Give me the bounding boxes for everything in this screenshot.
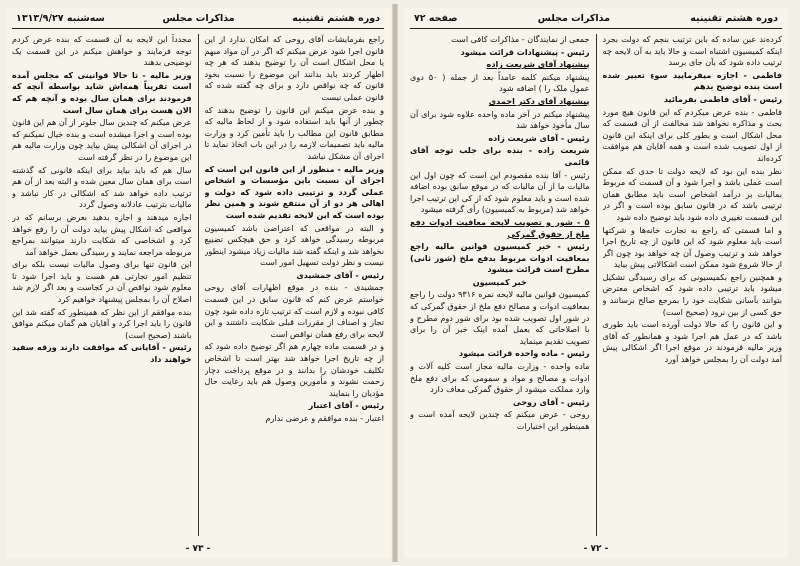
book-gutter bbox=[392, 4, 398, 562]
speaker-paragraph: رئیس - ماده واحده قرائت میشود bbox=[459, 348, 590, 359]
section-heading: پیشنهاد آقای شریعت زاده bbox=[486, 59, 590, 70]
right-header-page: صفحه ۷۲ bbox=[414, 12, 458, 24]
paragraph: روحی - عرض میکنم که چندین لایحه آمده است و همینطور این اختیارات bbox=[410, 409, 590, 431]
right-page-column-right bbox=[603, 34, 783, 536]
paragraph: راجع بفرمایشات آقای روحی که امکان ندارد از این قانون اجرا شود عرض میکنم که اگر در آن مواد مبهم یا محل اشکال است آن را توضیح بدهند که هر چه اظهار کردند باید بدانند این موضوع را نسبت بخود قانون که چه نواقص دارد و برای چه گفته شده که قانون عملی نیست bbox=[204, 34, 384, 102]
paragraph: جمعی از نمایندگان - مذاکرات کافی است bbox=[451, 34, 590, 44]
speaker-paragraph: رئیس - پیشنهادات قرائت میشود bbox=[460, 46, 590, 57]
paragraph: اجازه میدهند و اجازه بدهید بعرض برسانم که در مواقعی که اشکال پیش بیاید دولت آن را رفع خواهد کرد و اشخاصی که شکایت دارند میتوانند بمراجع مربوطه مراجعه نمایند و رسیدگی بعمل خواهد آمد bbox=[12, 211, 192, 257]
paragraph: و در قسمت ماده چهارم هم اگر توضیح داده شود که از چه تاریخ اجرا خواهد شد بهتر است تا اشخاص تکلیف خودشان را بدانند و در موقع پرداخت دچار زحمت نشوند و مأمورین وصول هم باید رعایت حال مؤدیان را بنمایند bbox=[204, 341, 384, 398]
paragraph: رئیس - آقا بنده مقصودم این است که چون اول این مالیات ما از آن مالیات که در موقع سابق بوده اضافه شده است و باید معلوم شود که از کی این ترتیب اجرا خواهد شد (مربوط به کمیسیون) رأی گرفته میشود bbox=[410, 169, 590, 215]
section-heading: ۵ - شور و تصویب لایحه معافیت ادوات دفع ملخ از حقوق گمرکی bbox=[410, 216, 590, 239]
speaker-paragraph: وزیر مالیه - منظور از این قانون این است که اجرای آن نسبت باین مؤسسات و اشخاص عملی گردد و ترتیبی داده شود که دولت و اهالی هر دو از آن منتفع شوند و همین نظر بوده است که این لایحه تقدیم شده است bbox=[204, 163, 384, 220]
paragraph: پیشنهاد میکنم کلمه عامداً بعد از جمله ( ۵۰ دوی عمول ملک را ) اضافه شود bbox=[410, 71, 590, 94]
speaker-paragraph: رئیس - آقای جمشیدی bbox=[296, 269, 384, 280]
paragraph: و این قانون را که حالا دولت آورده است باید طوری باشد که در عمل هم اجرا شود و همانطور که آقای وزیر مالیه فرمودند در موقع اجرا اگر اشکالی پیش آمد دولت آن را بمجلس خواهد آورد bbox=[602, 319, 782, 365]
right-page-header bbox=[410, 8, 782, 29]
column-divider bbox=[596, 34, 597, 536]
left-page-number: - ۷۳ - bbox=[185, 544, 211, 554]
paragraph: کرده‌ند عبن ساده که باین ترتیب بنجم که دولت بجرد اینکه کمیسیون اشتباه است و حالا باید به آن لایحه چه ترتیب داده شود که بآن جای برسد bbox=[602, 34, 782, 68]
right-page bbox=[404, 8, 788, 558]
speaker-paragraph: رئیس - آقای شریعت زاده bbox=[488, 132, 590, 143]
left-page-columns bbox=[12, 34, 384, 536]
paragraph: فاطمی - بنده عرض میکردم که این قانون هیچ مورد بحث و مذاکره نخواهد شد مخالفت از آن قسمت که محل اشکال است و بطور کلی برای اینکه این قانون از اول تصویب شده است و همه آقایان هم موافقت کرده‌اند bbox=[602, 106, 782, 163]
paragraph: کمیسیون قوانین مالیه لایحه نمره ۹۳۱۶ دولت را راجع بمعافیت ادوات و مصالح دفع ملخ از حقوق گمرکی که در شور اول تصویب شده بود برای شور دوم مطرح و با اصلاحاتی که بعمل آمده اینک خبر آن را برای تصویب تقدیم مینماید bbox=[410, 289, 590, 346]
speaker-paragraph: رئیس - آقایانی که موافقت دارند ورقه سفید خواهند داد bbox=[12, 342, 192, 365]
paragraph: نظر بنده این بود که لایحه دولت تا حدی که ممکن است عملی باشد و اجرا شود و آن قسمت که مربوط بمالیات بر درآمد اشخاص است باید مطابق همان ترتیبی باشد که در قانون سابق بوده است و اگر در این قسمت تغییری داده شود باید توضیح داده شود bbox=[602, 165, 782, 222]
paragraph: این قانون تنها برای وصول مالیات نیست بلکه برای تنظیم امور تجارتی هم هست و باید اجرا شود تا معلوم شود نواقص آن در کجاست و بعد اگر لازم شد اصلاح آن را بمجلس پیشنهاد خواهیم کرد bbox=[12, 259, 192, 305]
left-page-column-left bbox=[12, 34, 192, 536]
paragraph: پیشنهاد میکنم در آخر ماده واحده علاوه شود برای آن سال مأخوذ خواهد شد bbox=[410, 108, 590, 131]
left-header-date: سه‌شنبه ۱۳۱۳/۹/۲۷ bbox=[16, 12, 105, 24]
right-header-session: دوره هشتم تقنینیه bbox=[690, 12, 778, 24]
centered-heading: خبر کمیسیون bbox=[472, 276, 527, 287]
speaker-paragraph: رئیس - آقای روحی bbox=[513, 396, 590, 407]
left-header-title: مذاکرات مجلس bbox=[162, 12, 235, 24]
right-page-columns bbox=[410, 34, 782, 536]
column-divider bbox=[198, 34, 199, 536]
paragraph: سال هم که باید بیاید برای اینکه قانونی که گذشته است برای همان سال معین شده و البته بعد از آن هم ترتیب داده خواهد شد که اشکالی در کار نباشد و مالیات بترتیب عادلانه وصول گردد bbox=[12, 164, 192, 210]
paragraph: ماده واحده - وزارت مالیه مجاز است کلیه آلات و ادوات و مصالح و مواد و سمومی که برای دفع ملخ وارد مملکت میشود از حقوق گمرکی معاف دارد bbox=[410, 361, 590, 395]
speaker-paragraph: وزیر مالیه - تا حالا قوانینی که مجلس آمده است تقریباً همه‌اش شاید بواسطه آنچه که فرمودند برای همان سال بوده و آنچه هم که الان هست برای همان سال است bbox=[12, 69, 192, 115]
right-header-title: مذاکرات مجلس bbox=[537, 12, 611, 24]
left-page-header bbox=[12, 8, 384, 29]
speaker-paragraph: رئیس - آقای فاطمی بفرمائید bbox=[663, 93, 782, 104]
left-page bbox=[6, 8, 390, 558]
paragraph: جمشیدی - بنده در موقع اظهارات آقای روحی خواستم عرض کنم که قانون سابق در این قسمت کافی نبوده و لازم است که ترتیب تازه داده شود چون تجار و اصناف از مقررات قبلی شکایت داشتند و این لایحه برای رفع همان نواقص است bbox=[204, 282, 384, 339]
right-page-column-left bbox=[410, 34, 590, 536]
paragraph: مجدداً این لایحه به آن قسمت که بنده عرض کردم توجه فرمایند و خواهش میکنم در این قسمت یک توضیحی بدهند bbox=[12, 34, 192, 68]
section-heading: پیشنهاد آقای دکتر احمدی bbox=[488, 95, 590, 106]
speaker-paragraph: شریعت زاده - بنده برای جلب توجه آقای قائمی bbox=[410, 145, 590, 167]
speaker-paragraph: فاطمی - اجازه میفرمایید سوءِ تعبیر شده است بنده توضیح بدهم bbox=[602, 69, 782, 92]
left-page-column-right bbox=[205, 34, 385, 536]
paragraph: عرض میکنم که چندین سال جلوتر از آن هم این قانون بوده است و اجرا میشده است و بنده خیال نمیکنم که در اجرای آن اشکالی پیش بیاید چون وزارت مالیه هم این موضوع را در نظر گرفته است bbox=[12, 117, 192, 162]
paragraph: و اما قسمتی که راجع به تجارت خانه‌ها و شرکتها است باید معلوم شود که این قانون از چه تاریخ اجرا خواهد شد و ترتیب وصول آن چه خواهد بود چون اگر از حالا شروع شود ممکن است اشکالاتی پیش بیاید bbox=[602, 224, 782, 270]
paragraph: و بنده عرض میکنم این قانون را توضیح بدهند که چطور از آنها باید استفاده شود و از لحاظ مالیه که مطابق قانون این مطالب را باید تأمین کرد و وزارت مالیه باید تصمیمات لازمه را در این باب اتخاذ نماید تا اجرای آن مشکل نباشد bbox=[204, 104, 384, 161]
speaker-paragraph: رئیس - آقای اعتبار bbox=[308, 400, 384, 411]
left-header-session: دوره هشتم تقنینیه bbox=[292, 12, 380, 24]
paragraph: اعتبار - بنده موافقم و عرضی ندارم bbox=[265, 413, 384, 423]
speaker-paragraph: رئیس - خبر کمیسیون قوانین مالیه راجع بمعافیت ادوات مربوط بدفع ملخ (شور ثانی) مطرح است قرائت میشود bbox=[410, 241, 590, 275]
right-page-number: - ۷۲ - bbox=[583, 544, 609, 554]
paragraph: بنده موافقم از این نظر که همینطور که گفته شد این قانون را باید اجرا کرد و آقایان هم گمان میکنم موافق باشند (صحیح است) bbox=[12, 306, 192, 340]
paragraph: و همچنین راجع بکمیسیونی که برای رسیدگی تشکیل میشود باید ترتیبی داده شود که اشخاص معترض بتوانند بآسانی شکایت خود را بمرجع صالح برسانند و حق کسی از بین نرود (صحیح است) bbox=[602, 271, 782, 317]
paragraph: و البته در مواقعی که اعتراضی باشد کمیسیون مربوطه رسیدگی خواهد کرد و حق هیچکس تضییع نخواهد شد و اینکه گفته شد مالیات زیاد میشود اینطور نیست و نظر دولت تسهیل امور است bbox=[204, 222, 384, 268]
